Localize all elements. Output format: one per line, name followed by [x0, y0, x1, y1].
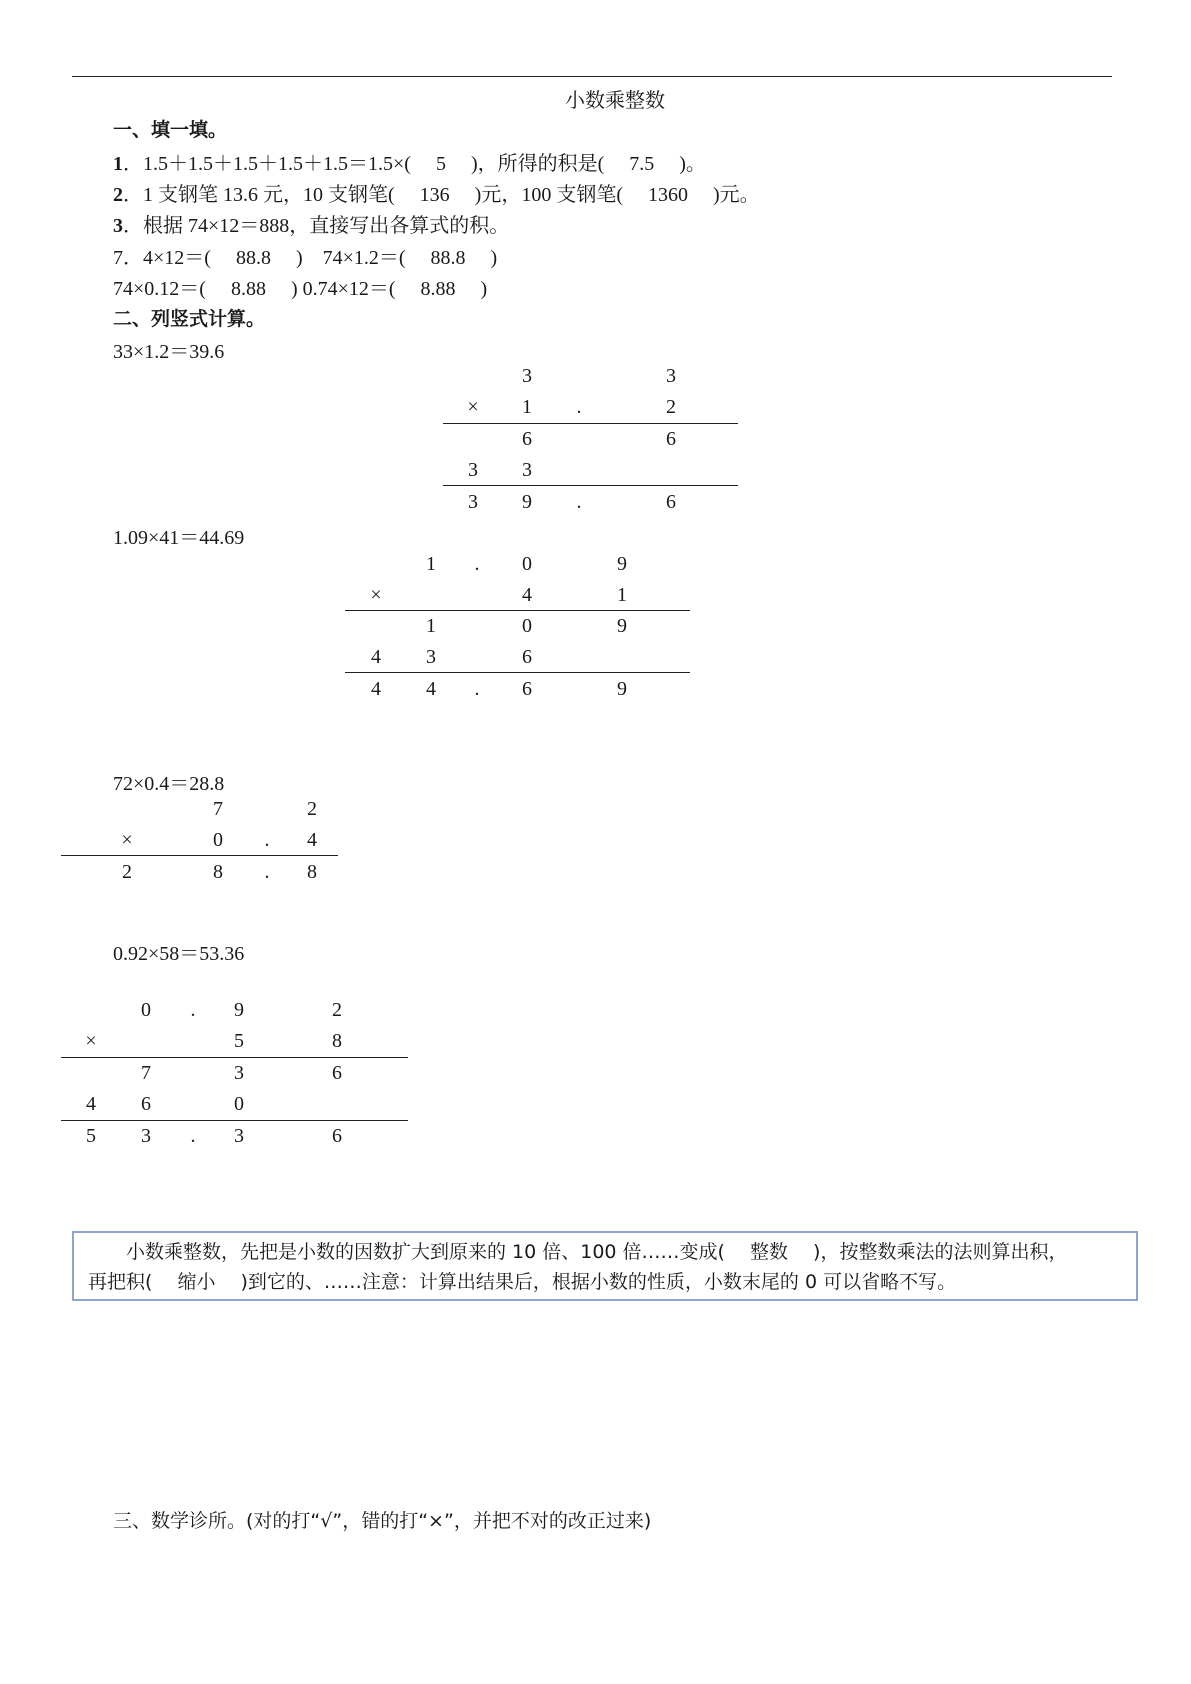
p3-cell: .	[264, 829, 270, 851]
p3-cell: ×	[121, 829, 133, 851]
p2-rule-1	[345, 610, 690, 611]
p2-cell: 6	[522, 678, 532, 700]
p4-cell: ×	[85, 1030, 97, 1052]
p2-cell: 6	[522, 646, 532, 668]
problem-1-equation: 33×1.2＝39.6	[113, 341, 225, 363]
p2-cell: 9	[617, 678, 627, 700]
p1-cell: 3	[468, 491, 478, 513]
p1-rule-1	[443, 423, 738, 424]
p1-cell: .	[576, 491, 582, 513]
p3-cell: 8	[307, 861, 317, 883]
p4-cell: 5	[234, 1030, 244, 1052]
p2-cell: 4	[426, 678, 436, 700]
p1-cell: 3	[666, 365, 676, 387]
p1-cell: 6	[666, 428, 676, 450]
question-3-text: ．根据 74×12＝888，直接写出各算式的积。	[123, 215, 510, 237]
p2-cell: 4	[371, 646, 381, 668]
p2-cell: 0	[522, 553, 532, 575]
p1-cell: 3	[522, 365, 532, 387]
p2-cell: 1	[426, 615, 436, 637]
p4-cell: 6	[332, 1125, 342, 1147]
question-1-text: ．1.5＋1.5＋1.5＋1.5＋1.5＝1.5×( 5 )，所得的积是( 7.5 )。	[123, 153, 706, 175]
p3-cell: 2	[307, 798, 317, 820]
section1-heading: 一、填一填。	[113, 119, 228, 141]
problem-2-equation: 1.09×41＝44.69	[113, 527, 245, 549]
question-3-line-2: 74×0.12＝( 8.88 ) 0.74×12＝( 8.88 )	[113, 278, 488, 300]
p4-rule-2	[61, 1120, 408, 1121]
p2-cell: 4	[522, 584, 532, 606]
p2-cell: 1	[617, 584, 627, 606]
question-3-number: 3	[113, 215, 123, 237]
p4-cell: .	[190, 999, 196, 1021]
question-3	[113, 209, 509, 238]
p4-cell: 3	[141, 1125, 151, 1147]
p2-cell: 9	[617, 615, 627, 637]
problem-4-equation: 0.92×58＝53.36	[113, 943, 245, 965]
p1-cell: 1	[522, 396, 532, 418]
p4-cell: 6	[332, 1062, 342, 1084]
p1-cell: 6	[522, 428, 532, 450]
p1-cell: 9	[522, 491, 532, 513]
p4-cell: 7	[141, 1062, 151, 1084]
page-title: 小数乘整数	[565, 90, 665, 112]
p4-cell: 9	[234, 999, 244, 1021]
p2-cell: .	[474, 553, 480, 575]
p4-cell: 5	[86, 1125, 96, 1147]
question-2-text: ．1 支钢笔 13.6 元，10 支钢笔( 136 )元，100 支钢笔( 1360 )元。	[123, 184, 760, 206]
p4-cell: 3	[234, 1062, 244, 1084]
p1-cell: 3	[522, 459, 532, 481]
p1-cell: 3	[468, 459, 478, 481]
p3-cell: 2	[122, 861, 132, 883]
question-2	[113, 178, 760, 207]
p2-cell: 1	[426, 553, 436, 575]
p3-cell: 0	[213, 829, 223, 851]
question-1-number: 1	[113, 153, 123, 175]
p1-cell: .	[576, 396, 582, 418]
p2-cell: .	[474, 678, 480, 700]
p4-cell: 8	[332, 1030, 342, 1052]
summary-line-2: 再把积( 缩小 )到它的、……注意：计算出结果后，根据小数的性质，小数末尾的 0 可以省略不写。	[88, 1271, 957, 1293]
p2-cell: 9	[617, 553, 627, 575]
p4-cell: 0	[141, 999, 151, 1021]
section2-heading: 二、列竖式计算。	[113, 308, 266, 330]
question-3-line-1: 7．4×12＝( 88.8 ) 74×1.2＝( 88.8 )	[113, 247, 498, 269]
p3-cell: 4	[307, 829, 317, 851]
p2-cell: 4	[371, 678, 381, 700]
p2-cell: 3	[426, 646, 436, 668]
p4-cell: 2	[332, 999, 342, 1021]
p1-rule-2	[443, 485, 738, 486]
p4-cell: 6	[141, 1093, 151, 1115]
p3-cell: .	[264, 861, 270, 883]
summary-box	[72, 1231, 1138, 1301]
summary-line-1: 小数乘整数，先把是小数的因数扩大到原来的 10 倍、100 倍……变成( 整数 )，按整数乘法的法则算出积，	[88, 1241, 1068, 1263]
p1-cell: 2	[666, 396, 676, 418]
p3-cell: 8	[213, 861, 223, 883]
p4-cell: 0	[234, 1093, 244, 1115]
section3-heading: 三、数学诊所。(对的打“√”，错的打“×”，并把不对的改正过来)	[113, 1510, 652, 1532]
question-1	[113, 147, 706, 176]
p2-rule-2	[345, 672, 690, 673]
top-rule	[72, 76, 1112, 77]
p4-cell: 4	[86, 1093, 96, 1115]
problem-3-equation: 72×0.4＝28.8	[113, 773, 225, 795]
p4-cell: 3	[234, 1125, 244, 1147]
p2-cell: ×	[370, 584, 382, 606]
p3-cell: 7	[213, 798, 223, 820]
p3-rule-1	[61, 855, 338, 856]
p1-cell: ×	[467, 396, 479, 418]
p4-cell: .	[190, 1125, 196, 1147]
question-2-number: 2	[113, 184, 123, 206]
p1-cell: 6	[666, 491, 676, 513]
p4-rule-1	[61, 1057, 408, 1058]
p2-cell: 0	[522, 615, 532, 637]
